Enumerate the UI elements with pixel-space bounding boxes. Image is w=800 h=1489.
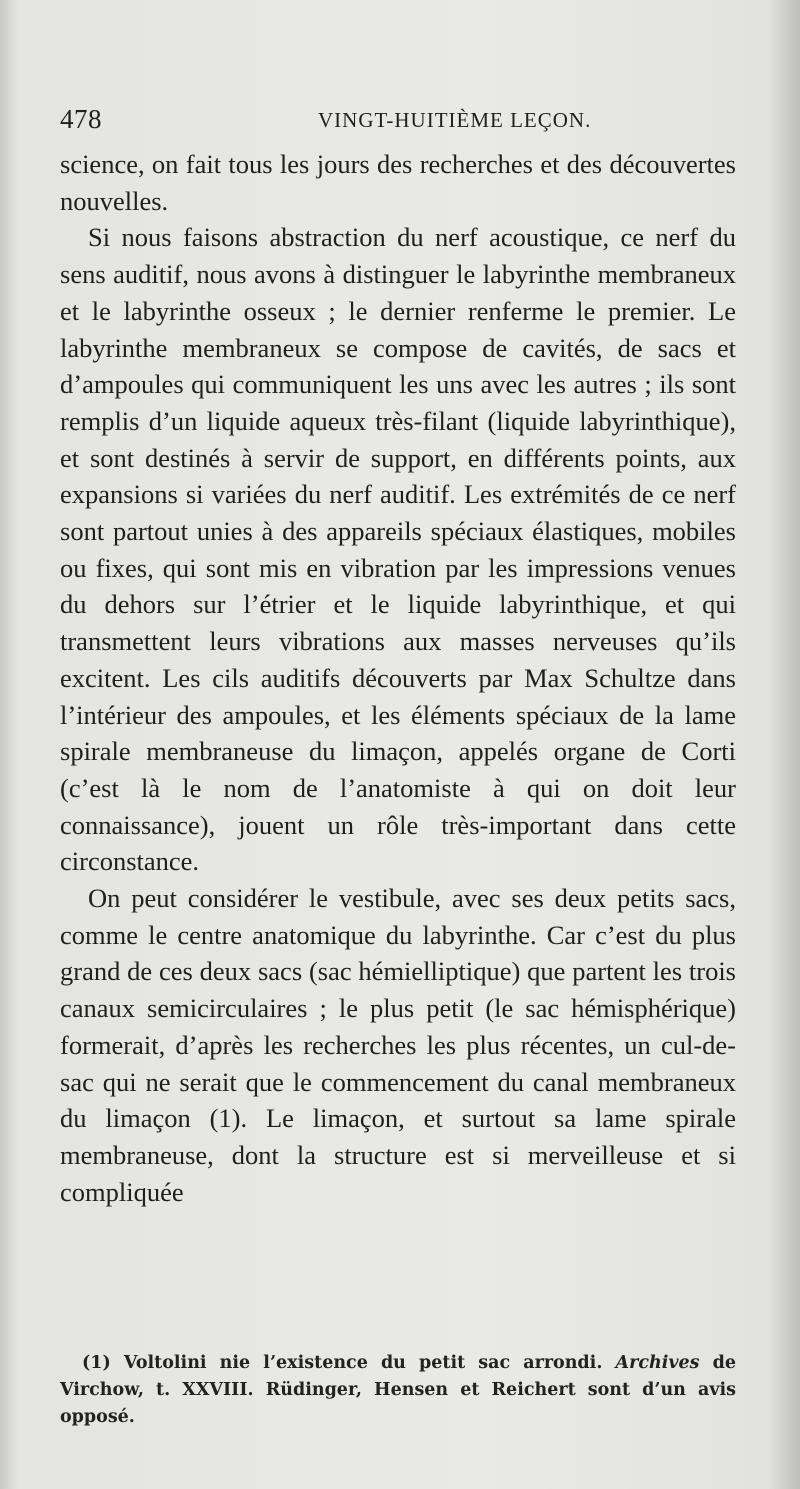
page-header: [60, 104, 740, 138]
footnote-text-a: Voltolini nie l’existence du petit sac arrondi.: [123, 1353, 603, 1373]
page-number: 478: [60, 104, 102, 134]
paragraph-1: science, on fait tous les jours des recherches et des découvertes nouvelles.: [60, 149, 736, 216]
paragraph-2: Si nous faisons abstraction du nerf acoustique, ce nerf du sens auditif, nous avons à distinguer le labyrinthe membraneux et le labyrinthe osseux ; le dernier renferme le premier. Le labyrinthe membraneux se compose de cavités, de sacs et d’ampoules qui communiquent les uns avec les autres ; ils sont remplis d’un liquide aqueux très-filant (liquide labyrinthique), et sont destinés à servir de support, en différents points, aux expansions si variées du nerf auditif. Les extrémités de ce nerf sont partout unies à des appareils spéciaux élastiques, mobiles ou fixes, qui sont mis en vibration par les impressions venues du dehors sur l’étrier et le liquide labyrinthique, et qui transmettent leurs vibrations aux masses nerveuses qu’ils excitent. Les cils auditifs découverts par Max Schultze dans l’intérieur des ampoules, et les éléments spéciaux de la lame spirale membraneuse du limaçon, appelés organe de Corti (c’est là le nom de l’anatomiste à qui on doit leur connaissance), jouent un rôle très-important dans cette circonstance.: [60, 222, 736, 877]
footnote-marker: (1): [82, 1353, 111, 1373]
footnote-italic: Archives: [615, 1353, 700, 1373]
running-title: VINGT-HUITIÈME LEÇON.: [318, 108, 592, 132]
body-text: [60, 146, 736, 1210]
paragraph-3: On peut considérer le vestibule, avec ses deux petits sacs, comme le centre anatomique du labyrinthe. Car c’est du plus grand de ces deux sacs (sac hémielliptique) que partent les trois canaux semicirculaires ; le plus petit (le sac hémisphérique) formerait, d’après les recherches les plus récentes, un cul-de-sac qui ne serait que le commencement du canal membraneux du limaçon (1). Le limaçon, et surtout sa lame spirale membraneuse, dont la structure est si merveilleuse et si compliquée: [60, 883, 736, 1207]
footnote: [60, 1350, 736, 1431]
footnote-text-b: de Virchow, t. XXVIII. Rüdinger, Hensen et Reichert sont d’un avis opposé.: [60, 1353, 736, 1427]
